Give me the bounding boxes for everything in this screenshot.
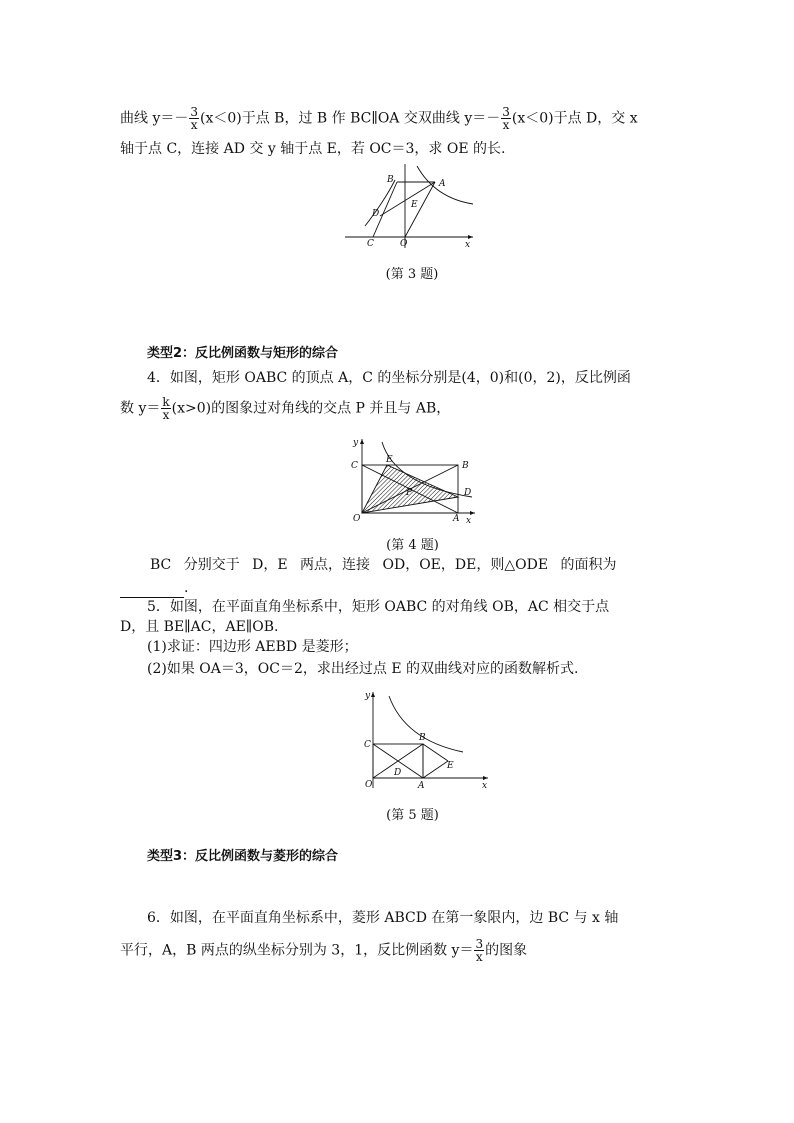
- section-heading-type3: 类型3：反比例函数与菱形的综合: [147, 849, 339, 864]
- problem3-line2: 轴于点 C，连接 AD 交 y 轴于点 E，若 OC＝3，求 OE 的长.: [120, 141, 506, 157]
- label-A: A: [418, 781, 425, 790]
- label-x: x: [466, 516, 472, 526]
- segment-AE: [423, 761, 448, 778]
- fraction-denominator: x: [502, 118, 510, 132]
- problem4-period: .: [184, 580, 189, 596]
- answer-blank[interactable]: [120, 583, 184, 598]
- label-x: x: [482, 781, 488, 790]
- label-x: x: [465, 240, 471, 250]
- label-C: C: [351, 461, 358, 471]
- problem3-text-part1: 曲线 y＝－: [120, 110, 189, 127]
- label-y: y: [353, 438, 359, 448]
- label-C: C: [364, 740, 371, 750]
- problem4-line4: [120, 578, 188, 598]
- fraction-denominator: x: [475, 950, 483, 964]
- problem6-text-part2: 的图象: [485, 942, 528, 959]
- label-O: O: [353, 514, 361, 524]
- left-hyperbola-branch: [365, 180, 395, 226]
- label-B: B: [462, 461, 469, 471]
- label-y: y: [365, 691, 371, 701]
- problem4-line1: 4．如图，矩形 OABC 的顶点 A，C 的坐标分别是(4，0)和(0，2)，反比例函: [147, 370, 631, 386]
- x-axis-arrow: [483, 776, 488, 780]
- fraction-numerator: 3: [475, 937, 484, 951]
- problem4-text-part1: 数 y＝: [120, 400, 161, 417]
- fraction-denominator: x: [190, 118, 198, 132]
- problem4-line3: BC 分别交于 D，E 两点，连接 OD，OE，DE，则△ODE 的面积为: [150, 557, 617, 573]
- label-A: A: [453, 514, 460, 524]
- label-B: B: [387, 175, 394, 185]
- problem6-text-part1: 平行，A，B 两点的纵坐标分别为 3，1，反比例函数 y＝: [120, 942, 474, 959]
- problem5-line4: (2)如果 OA＝3，OC＝2，求出经过点 E 的双曲线对应的函数解析式.: [147, 661, 579, 677]
- figure-problem3: [345, 160, 480, 250]
- figure-problem4: [340, 437, 480, 529]
- problem3-text-part2: (x＜0)于点 B，过 B 作 BC∥OA 交双曲线 y＝－: [200, 110, 501, 127]
- problem5-line1: 5．如图，在平面直角坐标系中，矩形 OABC 的对角线 OB，AC 相交于点: [147, 599, 610, 615]
- fraction-3-over-x: [189, 106, 199, 131]
- label-C: C: [367, 239, 374, 249]
- label-B: B: [419, 733, 426, 743]
- segment-DA: [380, 182, 435, 216]
- label-P: P: [406, 488, 413, 498]
- label-E: E: [386, 455, 393, 465]
- fraction-k-over-x: [161, 396, 170, 421]
- problem3-line1: [120, 106, 638, 131]
- label-O: O: [400, 239, 408, 249]
- y-axis-arrow: [371, 692, 375, 697]
- caption-problem5: (第 5 题): [386, 808, 439, 823]
- fraction-numerator: k: [162, 395, 170, 409]
- problem3-text-part3: (x＜0)于点 D，交 x: [511, 110, 638, 127]
- caption-problem4: (第 4 题): [386, 538, 439, 553]
- caption-problem3: (第 3 题): [385, 267, 439, 282]
- x-axis-arrow: [470, 511, 475, 515]
- label-O: O: [365, 780, 373, 790]
- label-A: A: [439, 179, 446, 189]
- problem6-line1: 6．如图，在平面直角坐标系中，菱形 ABCD 在第一象限内，边 BC 与 x 轴: [147, 910, 619, 926]
- x-axis-arrow: [468, 235, 473, 239]
- label-D: D: [394, 768, 402, 778]
- label-E: E: [447, 761, 454, 771]
- fraction-denominator: x: [162, 408, 170, 422]
- fraction-numerator: 3: [502, 105, 510, 119]
- problem4-text-part2: (x>0)的图象过对角线的交点 P 并且与 AB，: [171, 400, 451, 417]
- y-axis-arrow: [360, 439, 364, 444]
- label-D: D: [372, 209, 380, 219]
- segment-AO: [405, 182, 435, 237]
- problem5-line2: D，且 BE∥AC，AE∥OB.: [120, 619, 279, 635]
- fraction-numerator: 3: [190, 105, 198, 119]
- label-D: D: [464, 488, 472, 498]
- fraction-3-over-x: [474, 938, 484, 963]
- problem6-line2: [120, 938, 527, 963]
- problem5-line3: (1)求证：四边形 AEBD 是菱形；: [147, 639, 358, 655]
- problem4-line2: [120, 396, 450, 421]
- section-heading-type2: 类型2：反比例函数与矩形的综合: [147, 346, 339, 361]
- label-E: E: [411, 200, 418, 210]
- fraction-3-over-x: [501, 106, 511, 131]
- figure-problem5: [355, 690, 495, 790]
